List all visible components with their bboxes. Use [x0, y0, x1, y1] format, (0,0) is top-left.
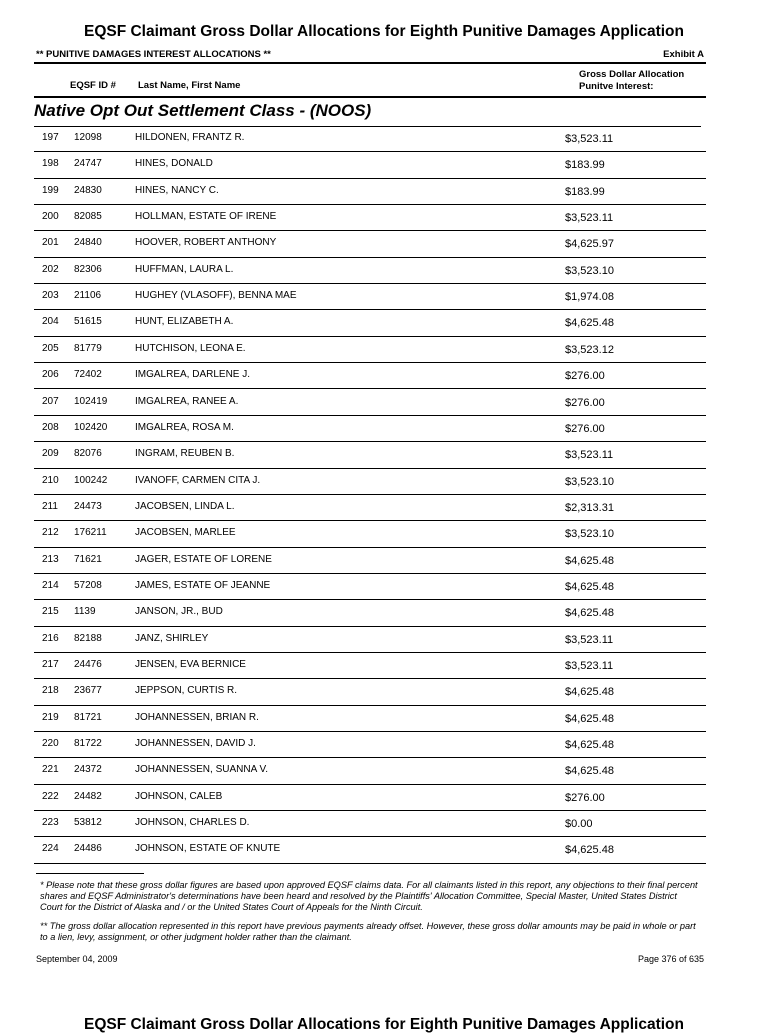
- eqsf-id: 24486: [74, 843, 102, 855]
- section-title: Native Opt Out Settlement Class - (NOOS): [34, 101, 372, 120]
- allocation-amount: $183.99: [565, 159, 605, 172]
- header-rule-top: [34, 62, 706, 64]
- claimant-name: HUNT, ELIZABETH A.: [135, 316, 234, 328]
- table-row: [34, 179, 706, 205]
- table-row: [34, 126, 706, 152]
- eqsf-id: 82188: [74, 632, 102, 644]
- allocation-amount: $4,625.48: [565, 317, 614, 330]
- table-row: [34, 548, 706, 574]
- allocation-amount: $3,523.11: [565, 212, 614, 225]
- claimant-name: HUTCHISON, LEONA E.: [135, 342, 246, 354]
- allocation-amount: $1,974.08: [565, 291, 614, 304]
- row-number: 199: [42, 184, 59, 196]
- claimant-name: HUFFMAN, LAURA L.: [135, 263, 234, 275]
- footer-date: September 04, 2009: [36, 954, 118, 964]
- allocation-amount: $4,625.48: [565, 686, 614, 699]
- row-number: 222: [42, 790, 59, 802]
- allocation-amount: $2,313.31: [565, 501, 614, 514]
- report-subtitle: ** PUNITIVE DAMAGES INTEREST ALLOCATIONS **: [36, 49, 271, 60]
- eqsf-id: 24830: [74, 184, 102, 196]
- table-row: [34, 574, 706, 600]
- allocation-amount: $0.00: [565, 818, 593, 831]
- table-row: [34, 706, 706, 732]
- row-number: 212: [42, 527, 59, 539]
- table-row: [34, 390, 706, 416]
- exhibit-label: Exhibit A: [663, 49, 704, 60]
- eqsf-id: 102419: [74, 395, 108, 407]
- allocation-amount: $3,523.10: [565, 475, 614, 488]
- table-row: [34, 679, 706, 705]
- row-number: 200: [42, 211, 59, 223]
- row-number: 223: [42, 817, 59, 829]
- footnote-2: ** The gross dollar allocation represented in this report have previous payments already offset. However, these gross dollar amounts may be paid in whole or part to a lien, levy, assignment, or other judgment holder rather than the claimant.: [40, 921, 696, 942]
- claimant-name: JOHNSON, CALEB: [135, 790, 223, 802]
- allocation-amount: $3,523.11: [565, 633, 614, 646]
- eqsf-id: 12098: [74, 132, 102, 143]
- table-row: [34, 152, 706, 178]
- next-page-title: EQSF Claimant Gross Dollar Allocations for Eighth Punitive Damages Application: [83, 1016, 684, 1033]
- row-number: 209: [42, 448, 59, 460]
- eqsf-id: 24747: [74, 158, 102, 170]
- document-title: EQSF Claimant Gross Dollar Allocations for Eighth Punitive Damages Application: [83, 23, 684, 40]
- claimant-name: JACOBSEN, LINDA L.: [135, 500, 235, 512]
- eqsf-id: 1139: [74, 606, 96, 618]
- page-number: Page 376 of 635: [637, 954, 704, 964]
- row-number: 219: [42, 711, 59, 723]
- eqsf-id: 53812: [74, 817, 102, 829]
- table-row: [34, 469, 706, 495]
- table-row: [34, 258, 706, 284]
- allocation-amount: $4,625.48: [565, 607, 614, 620]
- table-row: [34, 785, 706, 811]
- eqsf-id: 24840: [74, 237, 102, 249]
- table-row: [34, 600, 706, 626]
- row-number: 203: [42, 290, 59, 302]
- claimant-name: JOHANNESSEN, SUANNA V.: [135, 764, 269, 776]
- row-number: 210: [42, 474, 59, 486]
- claimant-name: HINES, NANCY C.: [135, 184, 219, 196]
- table-row: [34, 653, 706, 679]
- claimant-name: IMGALREA, ROSA M.: [135, 421, 234, 433]
- allocation-amount: $3,523.11: [565, 449, 614, 462]
- row-number: 218: [42, 685, 59, 697]
- table-row: [34, 337, 706, 363]
- table-row: [34, 310, 706, 336]
- claimant-name: HOOVER, ROBERT ANTHONY: [135, 237, 277, 249]
- eqsf-id: 24372: [74, 764, 102, 776]
- table-row: [34, 442, 706, 468]
- row-number: 215: [42, 606, 59, 618]
- row-number: 205: [42, 342, 59, 354]
- eqsf-id: 100242: [74, 474, 108, 486]
- header-rule-bottom: [34, 96, 706, 98]
- claimant-name: JOHANNESSEN, DAVID J.: [135, 738, 256, 750]
- allocation-amount: $4,625.48: [565, 739, 614, 752]
- allocation-amount: $3,523.11: [565, 133, 614, 145]
- eqsf-id: 81722: [74, 738, 102, 750]
- allocation-amount: $276.00: [565, 396, 605, 409]
- table-row: [34, 416, 706, 442]
- claimant-name: HUGHEY (VLASOFF), BENNA MAE: [135, 290, 297, 302]
- row-number: 221: [42, 764, 59, 776]
- row-number: 213: [42, 553, 59, 565]
- eqsf-id: 82085: [74, 211, 102, 223]
- footnote-rule: [36, 873, 144, 874]
- eqsf-id: 81721: [74, 711, 102, 723]
- row-number: 206: [42, 369, 59, 381]
- row-number: 214: [42, 579, 59, 591]
- table-row: [34, 627, 706, 653]
- allocation-amount: $4,625.48: [565, 712, 614, 725]
- eqsf-id: 71621: [74, 553, 102, 565]
- allocation-amount: $276.00: [565, 791, 605, 804]
- row-number: 198: [42, 158, 59, 170]
- table-row: [34, 205, 706, 231]
- allocation-amount: $183.99: [565, 185, 605, 198]
- column-header-name: Last Name, First Name: [138, 80, 241, 91]
- allocation-amount: $276.00: [565, 370, 605, 383]
- claimant-name: JEPPSON, CURTIS R.: [135, 685, 238, 697]
- row-number: 211: [42, 500, 58, 512]
- footnote-1: * Please note that these gross dollar figures are based upon approved EQSF claims data. For all claimants listed in this report, any objections to their final percent shares and EQSF Administrator's determinations have been heard and resolved by the Plaintiffs' Allocation Committee, Special Master, United States District Court for the District of Alaska and / or the United States Court of Appeals for the Ninth Circuit.: [40, 880, 698, 912]
- eqsf-id: 21106: [74, 290, 102, 302]
- allocation-amount: $3,523.12: [565, 343, 614, 356]
- column-header-amount-line2: Punitve Interest:: [579, 81, 654, 92]
- table-row: [34, 284, 706, 310]
- table-row: [34, 521, 706, 547]
- row-number: 201: [42, 237, 59, 249]
- allocation-amount: $4,625.48: [565, 580, 614, 593]
- claimant-name: JANZ, SHIRLEY: [135, 632, 209, 644]
- claimant-name: JENSEN, EVA BERNICE: [135, 659, 246, 670]
- row-number: 202: [42, 263, 59, 275]
- column-header-amount: [579, 69, 684, 93]
- claimant-name: JOHANNESSEN, BRIAN R.: [135, 711, 259, 723]
- claimant-name: JANSON, JR., BUD: [135, 606, 223, 618]
- allocation-amount: $4,625.48: [565, 844, 614, 857]
- claimant-name: JOHNSON, ESTATE OF KNUTE: [135, 843, 281, 855]
- claimant-name: JAMES, ESTATE OF JEANNE: [135, 579, 271, 591]
- row-number: 224: [42, 843, 59, 855]
- claimant-name: HILDONEN, FRANTZ R.: [135, 132, 245, 143]
- row-number: 220: [42, 738, 59, 750]
- eqsf-id: 51615: [74, 316, 102, 328]
- table-row: [34, 495, 706, 521]
- claimant-name: INGRAM, REUBEN B.: [135, 448, 235, 460]
- eqsf-id: 82306: [74, 263, 102, 275]
- allocation-amount: $4,625.97: [565, 238, 614, 251]
- claimant-name: HOLLMAN, ESTATE OF IRENE: [135, 211, 277, 223]
- row-number: 197: [42, 132, 59, 143]
- eqsf-id: 24482: [74, 790, 102, 802]
- claimant-name: JACOBSEN, MARLEE: [135, 527, 236, 539]
- claimant-name: JOHNSON, CHARLES D.: [135, 817, 250, 829]
- table-row: [34, 363, 706, 389]
- allocation-amount: $3,523.10: [565, 528, 614, 541]
- allocation-amount: $4,625.48: [565, 554, 614, 567]
- eqsf-id: 81779: [74, 342, 102, 354]
- eqsf-id: 24473: [74, 500, 102, 512]
- table-row: [34, 231, 706, 257]
- row-number: 216: [42, 632, 59, 644]
- allocation-amount: $3,523.10: [565, 264, 614, 277]
- eqsf-id: 23677: [74, 685, 102, 697]
- table-row: [34, 811, 706, 837]
- row-number: 217: [42, 659, 59, 670]
- eqsf-id: 57208: [74, 579, 102, 591]
- row-number: 204: [42, 316, 59, 328]
- eqsf-id: 102420: [74, 421, 108, 433]
- allocation-amount: $276.00: [565, 422, 605, 435]
- eqsf-id: 176211: [74, 527, 107, 539]
- claimant-name: HINES, DONALD: [135, 158, 213, 170]
- table-row: [34, 758, 706, 784]
- allocation-amount: $4,625.48: [565, 765, 614, 778]
- eqsf-id: 82076: [74, 448, 102, 460]
- claimant-name: JAGER, ESTATE OF LORENE: [135, 553, 272, 565]
- table-row: [34, 732, 706, 758]
- row-number: 208: [42, 421, 59, 433]
- table-row: [34, 837, 706, 863]
- eqsf-id: 24476: [74, 659, 102, 670]
- column-header-id: EQSF ID #: [70, 80, 116, 91]
- row-number: 207: [42, 395, 59, 407]
- claimant-name: IVANOFF, CARMEN CITA J.: [135, 474, 261, 486]
- claimant-name: IMGALREA, RANEE A.: [135, 395, 239, 407]
- column-header-amount-line1: Gross Dollar Allocation: [579, 69, 685, 80]
- allocation-amount: $3,523.11: [565, 660, 614, 672]
- claimant-name: IMGALREA, DARLENE J.: [135, 369, 251, 381]
- eqsf-id: 72402: [74, 369, 102, 381]
